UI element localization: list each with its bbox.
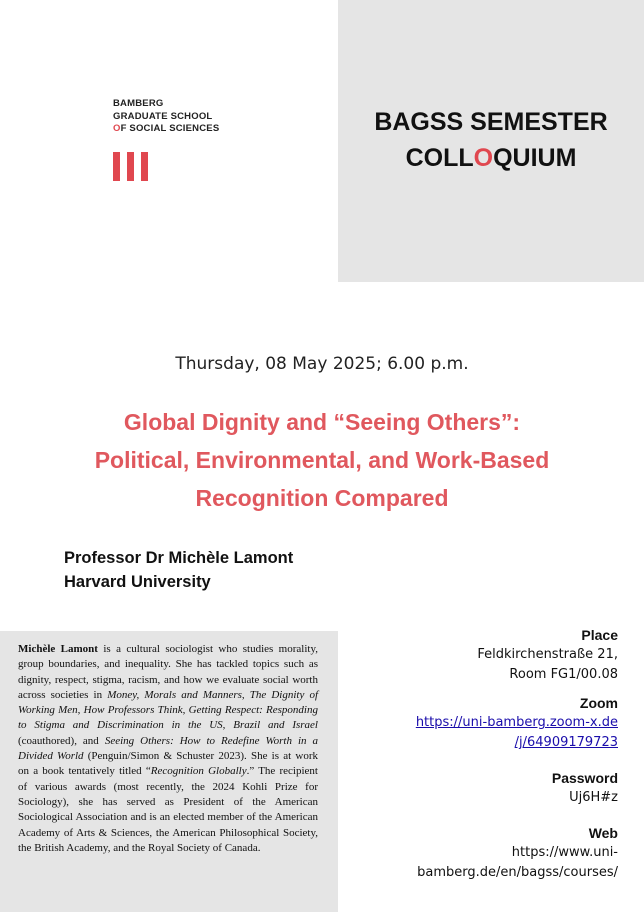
bio-name: Michèle Lamont [18, 643, 98, 655]
colloquium-heading-line-1: BAGSS SEMESTER [374, 108, 608, 136]
web-label: Web [588, 825, 618, 841]
talk-title-line-3: Recognition Compared [195, 485, 449, 511]
speaker-bio [18, 642, 318, 856]
logo-line-1: BAMBERG [113, 98, 164, 109]
bio-text: is a cultural sociologist who studies morality, group boundaries, and inequality. She has tackled topics such as dignity, respect, stigma, racism, and how we evaluate social worth across societies in [18, 643, 318, 701]
talk-title [0, 403, 644, 517]
heading-part-a: COLL [405, 144, 474, 172]
bio-book-title: Seeing Others: How to Redefine Worth in a Divided World [18, 734, 319, 763]
bio-text: (Penguin/Simon & Schuster 2023). She is at work on a book tentatively titled “ [18, 750, 318, 778]
logo-line-3 [113, 123, 219, 136]
heading-accent-letter: O [473, 144, 494, 172]
colloquium-heading-line-2 [338, 140, 644, 176]
zoom-link-line-2[interactable]: /j/64909179723 [514, 735, 618, 750]
place-address: Feldkirchenstraße 21, [477, 647, 618, 662]
zoom-link[interactable] [358, 713, 618, 753]
speaker-name: Professor Dr Michèle Lamont [64, 549, 294, 567]
bio-text: (coauthored), and [18, 734, 105, 747]
event-date: Thursday, 08 May 2025; 6.00 p.m. [175, 354, 469, 374]
zoom-link-line-1[interactable]: https://uni-bamberg.zoom-x.de [415, 715, 618, 730]
heading-part-b: QUIUM [493, 144, 577, 172]
password-value: Uj6H#z [569, 790, 618, 805]
web-url-line-2: bamberg.de/en/bagss/courses/ [417, 865, 618, 880]
speaker-block [64, 546, 293, 594]
place-room: Room FG1/00.08 [509, 667, 618, 682]
bio-book-title: Recognition Globally [150, 765, 247, 778]
place-label: Place [581, 627, 618, 643]
password-label: Password [551, 770, 618, 786]
logo-accent-letter: O [113, 123, 121, 134]
bio-text: .” The recipient of various awards (most recently, the 2024 Kohli Prize for Sociology), she has served as President of the American Sociological Association and is an elected member of the American Academy of Arts & Sciences, the American Philosophical Society, the British Academy, and the Royal Society of Canada. [18, 765, 318, 854]
event-info [358, 625, 618, 883]
logo-bar [127, 152, 134, 181]
zoom-label: Zoom [579, 695, 618, 711]
talk-title-line-2: Political, Environmental, and Work-Based [94, 447, 550, 473]
bagss-logo-text [113, 98, 219, 136]
logo-line-3-rest: F SOCIAL SCIENCES [120, 123, 220, 134]
logo-bar [113, 152, 120, 181]
logo-bar [141, 152, 148, 181]
bio-book-titles: Money, Morals and Manners, The Dignity of Working Men, How Professors Think, Getting Respect: Responding to Stigma and Discrimination in the US, Brazil and Israel [18, 688, 318, 732]
speaker-affiliation: Harvard University [64, 573, 211, 591]
colloquium-heading [338, 104, 644, 176]
logo-line-2: GRADUATE SCHOOL [113, 110, 213, 122]
web-url-line-1: https://www.uni- [511, 845, 618, 860]
talk-title-line-1: Global Dignity and “Seeing Others”: [123, 409, 521, 435]
